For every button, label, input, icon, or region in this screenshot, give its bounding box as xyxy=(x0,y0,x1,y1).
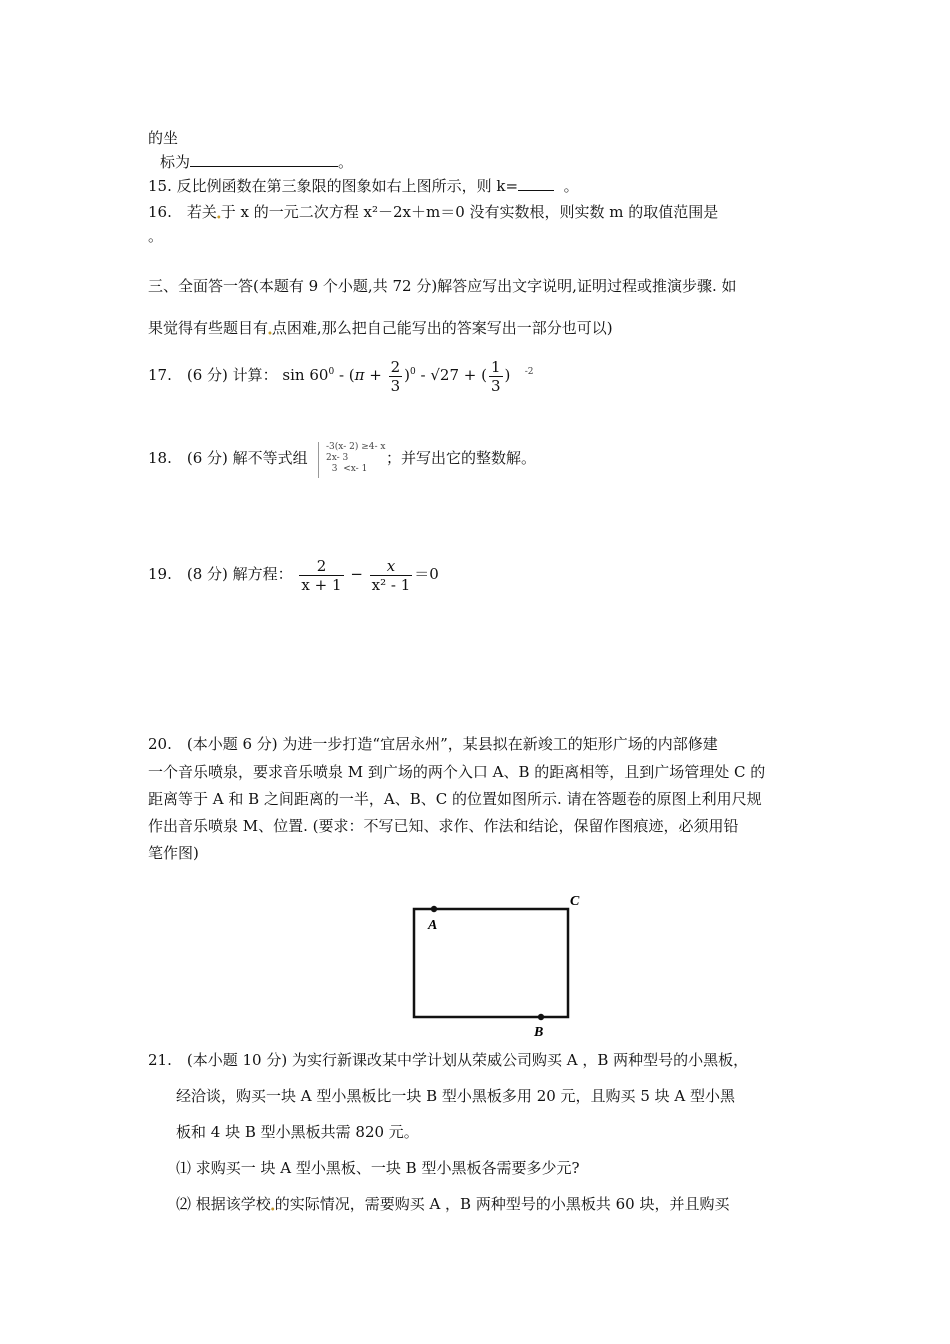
q21-line-1: 21. (本小题 10 分) 为实行新课改某中学计划从荣威公司购买 A ，B 两种型号的小黑板， xyxy=(148,1051,749,1069)
section-3-text-b: 点困难,那么把自己能写出的答案写出一部分也可以) xyxy=(271,319,613,337)
q17-minus: - ( xyxy=(334,366,355,384)
section-3-instructions-2 xyxy=(148,318,613,345)
q17-exponent: -2 xyxy=(524,367,534,377)
q18-suffix: ；并写出它的整数解。 xyxy=(386,449,537,467)
question-15 xyxy=(148,176,579,196)
question-17 xyxy=(148,352,533,395)
q20-line-4: 作出音乐喷泉 M、位置. (要求：不写已知、求作、作法和结论，保留作图痕迹，必须用铅 xyxy=(148,817,739,835)
label-b: B xyxy=(534,1025,544,1040)
inequality-system xyxy=(326,442,385,475)
q19-label: 19. (8 分) 解方程： xyxy=(148,565,293,583)
question-19 xyxy=(148,554,439,594)
continued-line-1: 的坐 xyxy=(148,129,179,147)
q17-sin: sin 60 xyxy=(282,366,329,384)
q17-degree: 0 xyxy=(328,367,335,377)
q19-fraction-2 xyxy=(370,557,413,594)
inequality-2-num: 2x- 3 xyxy=(326,453,349,463)
q17-plus: + xyxy=(364,366,387,384)
q20-line-1: 20. (本小题 6 分) 为进一步打造“宜居永州”，某县拟在新竣工的矩形广场的内部修建 xyxy=(148,735,718,753)
q17-f2-den: 3 xyxy=(490,376,501,395)
q17-label: 17. (6 分) 计算： xyxy=(148,366,278,384)
q19-equals: ＝0 xyxy=(414,565,439,583)
q17-close2: ) xyxy=(504,366,511,384)
q19-fraction-1 xyxy=(299,557,343,594)
q21-line-5 xyxy=(176,1194,729,1221)
q17-f1-num: 2 xyxy=(390,357,401,376)
question-16 xyxy=(148,202,718,229)
label-c: C xyxy=(570,894,580,909)
answer-blank-coordinate[interactable] xyxy=(190,152,338,167)
q16-part1: 16. 若关 xyxy=(148,203,217,221)
q20-line-2: 一个音乐喷泉，要求音乐喷泉 M 到广场的两个入口 A、B 的距离相等，且到广场管理处 C 的 xyxy=(148,763,766,781)
q16-line2: 。 xyxy=(148,227,164,245)
q17-fraction-2 xyxy=(489,358,503,395)
q20-line-5: 笔作图) xyxy=(148,844,199,862)
dot-mark: • xyxy=(267,329,273,340)
q21-line-3: 板和 4 块 B 型小黑板共需 820 元。 xyxy=(176,1123,419,1141)
q17-plus2: + ( xyxy=(459,366,487,384)
inequality-2 xyxy=(326,453,385,464)
point-a xyxy=(431,906,437,912)
q21-line-4: ⑴ 求购买一 块 A 型小黑板、一块 B 型小黑板各需要多少元? xyxy=(176,1159,580,1177)
q17-f2-num: 1 xyxy=(490,357,501,376)
q15-text: 15. 反比例函数在第三象限的图象如右上图所示，则 k= xyxy=(148,177,519,195)
q15-suffix: 。 xyxy=(563,177,579,195)
q17-pi: π xyxy=(354,366,365,384)
q17-fraction-1 xyxy=(389,358,403,395)
dot-mark: • xyxy=(269,1205,276,1216)
plaza-rectangle-figure xyxy=(400,888,600,1048)
q20-line-3: 距离等于 A 和 B 之间距离的一半，A、B、C 的位置如图所示. 请在答题卷的原图上利用尺规 xyxy=(148,790,762,808)
q17-close: ) xyxy=(404,366,411,384)
inequality-2-den: 3 xyxy=(331,464,338,474)
q17-sqrt: √27 xyxy=(430,366,460,384)
q17-minus2: - xyxy=(415,366,431,384)
point-b xyxy=(538,1014,544,1020)
q21-line-5-b: 的实际情况，需要购买 A ，B 两种型号的小黑板共 60 块，并且购买 xyxy=(274,1195,730,1213)
q16-part2: 于 x 的一元二次方程 x²－2x＋m＝0 没有实数根，则实数 m 的取值范围是 xyxy=(220,203,719,221)
q19-f2-den: x² - 1 xyxy=(371,575,411,594)
q21-line-5-a: ⑵ 根据该学校 xyxy=(176,1195,271,1213)
section-3-instructions: 三、全面答一答(本题有 9 个小题,共 72 分)解答应写出文字说明,证明过程或推演步骤. 如 xyxy=(148,277,737,295)
q19-f2-num: x xyxy=(386,556,396,575)
coordinate-label: 标为 xyxy=(160,153,191,171)
q19-f1-num: 2 xyxy=(316,556,327,575)
q19-f1-den: x + 1 xyxy=(301,575,342,594)
q21-line-2: 经洽谈，购买一块 A 型小黑板比一块 B 型小黑板多用 20 元，且购买 5 块 A 型小黑 xyxy=(176,1087,736,1105)
label-a: A xyxy=(428,918,438,933)
q18-label: 18. (6 分) 解不等式组 xyxy=(148,449,308,467)
q17-exp0: 0 xyxy=(410,367,416,377)
continued-line-2 xyxy=(160,152,353,172)
inequality-2-rhs: <x- 1 xyxy=(343,464,368,474)
q17-f1-den: 3 xyxy=(390,376,401,395)
inequality-1: -3(x- 2) ≥4- x xyxy=(326,442,386,452)
question-18 xyxy=(148,448,308,468)
coordinate-suffix: 。 xyxy=(338,153,354,171)
q19-minus: − xyxy=(350,565,363,583)
dot-mark: • xyxy=(215,213,222,224)
inequality-2-den-row xyxy=(326,464,385,475)
answer-blank-k[interactable] xyxy=(518,176,554,191)
section-3-text-a: 果觉得有些题目有 xyxy=(148,319,269,337)
